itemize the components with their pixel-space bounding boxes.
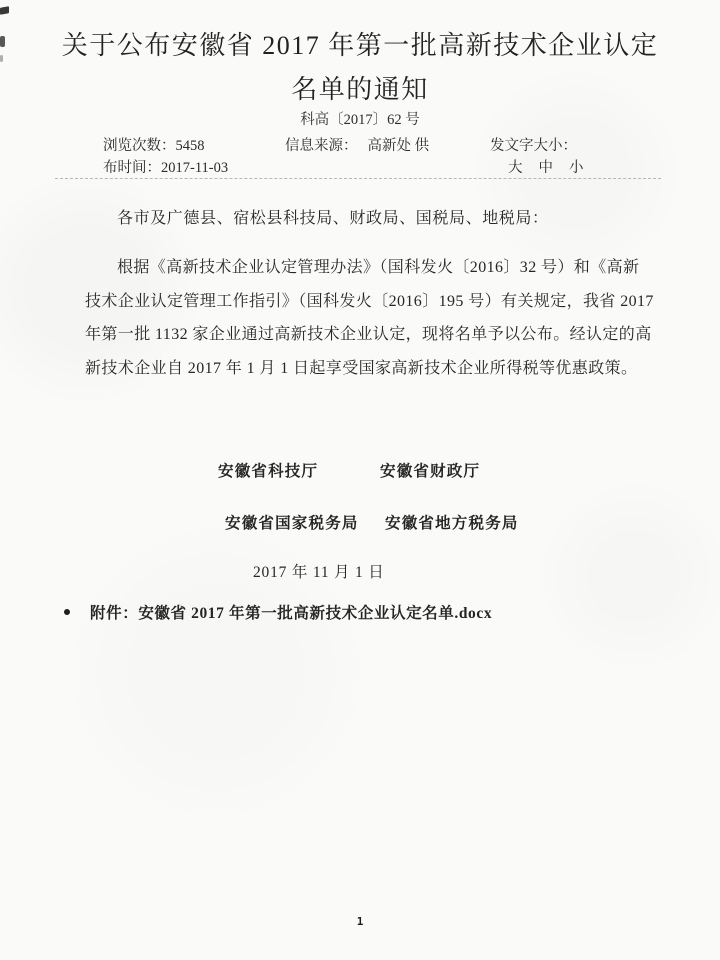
- signature-science-dept: 安徽省科技厅: [218, 463, 319, 480]
- document-number: 科高〔2017〕62 号: [300, 112, 420, 128]
- attachment-link[interactable]: [90, 601, 492, 623]
- bullet-icon: [64, 609, 70, 615]
- views-label: 浏览次数：: [103, 138, 176, 154]
- fontsize-switcher: [508, 158, 600, 179]
- fontsize-option-large[interactable]: 大: [508, 160, 525, 176]
- publish-label: 布时间：: [103, 160, 161, 176]
- source-label: 信息来源：: [285, 138, 358, 154]
- paragraph-line: 新技术企业自 2017 年 1 月 1 日起享受国家高新技术企业所得税等优惠政策。: [85, 360, 638, 377]
- attachment-label: 附件：: [90, 605, 139, 622]
- page-title-line1: 关于公布安徽省 2017 年第一批高新技术企业认定: [61, 31, 659, 60]
- signature-finance-dept: 安徽省财政厅: [380, 463, 481, 480]
- signature-local-tax: 安徽省地方税务局: [385, 515, 519, 532]
- views-count: [103, 136, 205, 157]
- views-value: 5458: [175, 138, 205, 154]
- signature-date: 2017 年 11 月 1 日: [253, 564, 385, 581]
- paragraph-line: 技术企业认定管理工作指引》（国科发火〔2016〕195 号）有关规定，我省 2017: [85, 293, 654, 310]
- divider: [55, 178, 661, 179]
- scan-artifact-corner: [0, 6, 9, 15]
- info-source: [285, 136, 429, 157]
- paragraph-line: 根据《高新技术企业认定管理办法》（国科发火〔2016〕32 号）和《高新: [117, 259, 640, 276]
- attachment-filename[interactable]: 安徽省 2017 年第一批高新技术企业认定名单.docx: [138, 605, 493, 622]
- publish-value: 2017-11-03: [161, 160, 229, 176]
- fontsize-option-medium[interactable]: 中: [538, 160, 555, 176]
- page-number: 1: [356, 915, 364, 928]
- fontsize-label: 发文字大小：: [490, 138, 577, 154]
- salutation: 各市及广德县、宿松县科技局、财政局、国税局、地税局：: [117, 210, 549, 227]
- source-value: 高新处 供: [367, 138, 430, 154]
- page-title-line2: 名单的通知: [291, 75, 429, 104]
- publish-time: [103, 158, 228, 179]
- paragraph-line: 年第一批 1132 家企业通过高新技术企业认定，现将名单予以公布。经认定的高: [85, 326, 652, 343]
- signature-national-tax: 安徽省国家税务局: [225, 515, 359, 532]
- fontsize-option-small[interactable]: 小: [569, 160, 586, 176]
- page-title: [0, 24, 720, 112]
